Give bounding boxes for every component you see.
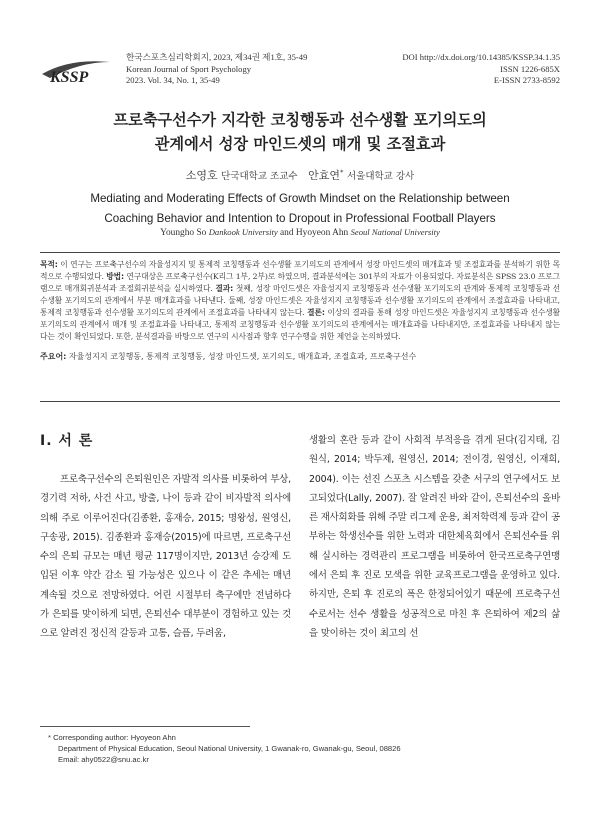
body-column-right [309,431,560,643]
keywords-label: 주요어: [40,352,67,361]
journal-header [40,52,560,92]
footnote-line: Department of Physical Education, Seoul National University, 1 Gwanak-ro, Gwanak-gu, Seoul, 08826 [58,744,401,754]
author-affiliation-en: Dankook University [208,227,278,237]
author-name: 안효연 [308,169,340,182]
doi-line[interactable]: DOI http://dx.doi.org/10.14385/KSSP.34.1.35 [402,52,560,62]
body-paragraph: 생활의 혼란 등과 같이 사회적 부적응을 겪게 된다(김지태, 김원식, 2014; 박두제, 원영신, 2014; 전이경, 원영신, 이재희, 2004). 이는 선진 스포츠 시스템을 갖춘 서구의 연구에서도 보고되었다(Lally, 2007). 잘 알려진 바와 같이, 은퇴선수의 올바른 재사회화를 위해 주말 리그제 운용, 최저학력제 등과 같이 공부하는 학생선수를 위한 노력과 대한체육회에서 은퇴선수를 위해 실시하는 경력관리 프로그램을 비롯하여 한국프로축구연맹에서 은퇴 후 진로 모색을 위한 교육프로그램을 운영하고 있다. 하지만, 은퇴 후 진로의 폭은 한정되어있기 때문에 프로축구선수로서는 선수 생활을 성공적으로 마친 후 은퇴하여 제2의 삶을 맞이하는 것이 최고의 선 [309,435,560,639]
korean-title-line: 프로축구선수가 지각한 코칭행동과 선수생활 포기의도의 [113,111,487,129]
corresponding-mark: * [339,168,344,177]
english-title-line: Mediating and Moderating Effects of Growth Mindset on the Relationship between [90,192,510,205]
abstract-label: 결과: [215,284,234,293]
issn-line: ISSN 1226-685X [500,63,560,74]
section-heading: Ⅰ. 서 론 [40,433,94,449]
author-affiliation-en: Seoul National University [350,227,440,237]
abstract-text [40,259,560,343]
eissn-line: E-ISSN 2733-8592 [493,75,560,85]
abstract-label: 목적: [40,260,58,269]
journal-info [126,52,307,87]
footnote-email[interactable]: Email: ahy0522@snu.ac.kr [58,755,149,765]
doi-info [402,52,560,87]
footnote-divider [40,726,250,727]
author-affiliation: 서울대학교 강사 [346,171,415,182]
abstract-method: 연구대상은 프로축구선수(K리그 1부, 2부)로 하였으며, 결과분석에는 301부의 자료가 이용되었다. 자료분석은 SPSS 23.0 프로그램으로 매개회귀분석과 조절회귀분석을 실시하였다. [40,272,561,293]
journal-info-line: 한국스포츠심리학회지, 2023, 제34권 제1호, 35-49 [126,52,308,62]
journal-logo [40,56,118,86]
korean-title-line: 관계에서 성장 마인드셋의 매개 및 조절효과 [154,135,446,153]
keywords-text: 자율성지지 코칭행동, 통제적 코칭행동, 성장 마인드셋, 포기의도, 매개효과, 조절효과, 프로축구선수 [66,352,417,361]
abstract-label: 방법: [106,272,124,281]
korean-title [40,108,560,156]
body-column-left [40,428,291,644]
author-name: 소영호 [185,169,218,182]
english-title [40,189,560,228]
author-affiliation: 단국대학교 조교수 [221,171,298,182]
keywords [40,351,560,363]
body-paragraph: 프로축구선수의 은퇴원인은 자발적 의사를 비롯하여 부상, 경기력 저하, 사건 사고, 방출, 나이 등과 같이 비자발적 의사에 의해 주로 이루어진다(김종환, 홍재승, 2015; 명왕성, 원영신, 구송광, 2015). 김종환과 홍재승(2015)에 따르면, 프로축구선수의 은퇴 규모는 매년 평균 117명이지만, 2013년 승강제 도입된 이후 약간 감소 될 가능성은 있으나 이 같은 추세는 매년 계속될 것으로 전망하였다. 어린 시절부터 축구에만 전념하다가 은퇴를 맞이하게 되면, 은퇴선수 대부분이 경험하고 있는 것으로 알려진 정신적 갈등과 고통, 슬픔, 두려움, [40,474,291,640]
author-name-en: Youngho So [160,228,207,238]
footnote [48,732,401,766]
abstract-purpose: 이 연구는 프로축구선수의 자율성지지 및 통제적 코칭행동과 선수생활 포기의도의 관계에서 성장 마인드셋의 매개효과 및 조절효과를 분석하기 위한 목적으로 수행되었다. [40,260,560,281]
abstract-conclusion: 이상의 결과를 통해 성장 마인드셋은 자율성지지 코칭행동과 선수생활 포기의도의 관계에서 매개 및 조절효과를 나타내고, 통제적 코칭행동과 선수생활 포기의도의 관계에서는 매개효과를 나타내지만, 조절효과를 나타내지 않는다는 것이 확인되었다. 또한, 분석결과를 바탕으로 연구의 시사점과 향후 연구수행을 위한 제언을 논의하였다. [40,308,560,341]
author-conjunction: and [280,228,294,238]
korean-authors [40,167,560,183]
abstract-result: 첫째, 성장 마인드셋은 자율성지지 코칭행동과 선수생활 포기의도의 관계와 통제적 코칭행동과 선수생활 포기의도의 관계에서 부분 매개효과를 나타낸다. 둘째, 성장 마인드셋은 자율성지지 코칭행동과 선수생활 포기의도의 관계에서 조절효과를 나타내고, 통제적 코칭행동과 선수생활 포기의도의 관계에서 조절효과를 나타내지 않는다. [40,284,560,317]
logo-text: KSSP [50,69,89,86]
english-title-line: Coaching Behavior and Intention to Dropout in Professional Football Players [104,211,496,225]
journal-info-line: Korean Journal of Sport Psychology [126,63,252,74]
abstract-label: 결론: [307,308,325,317]
footnote-line: * Corresponding author: Hyoyeon Ahn [48,733,176,742]
abstract-box [40,252,560,402]
journal-info-line: 2023. Vol. 34, No. 1, 35-49 [126,75,220,85]
english-authors [40,227,560,238]
author-name-en: Hyoyeon Ahn [295,228,349,238]
